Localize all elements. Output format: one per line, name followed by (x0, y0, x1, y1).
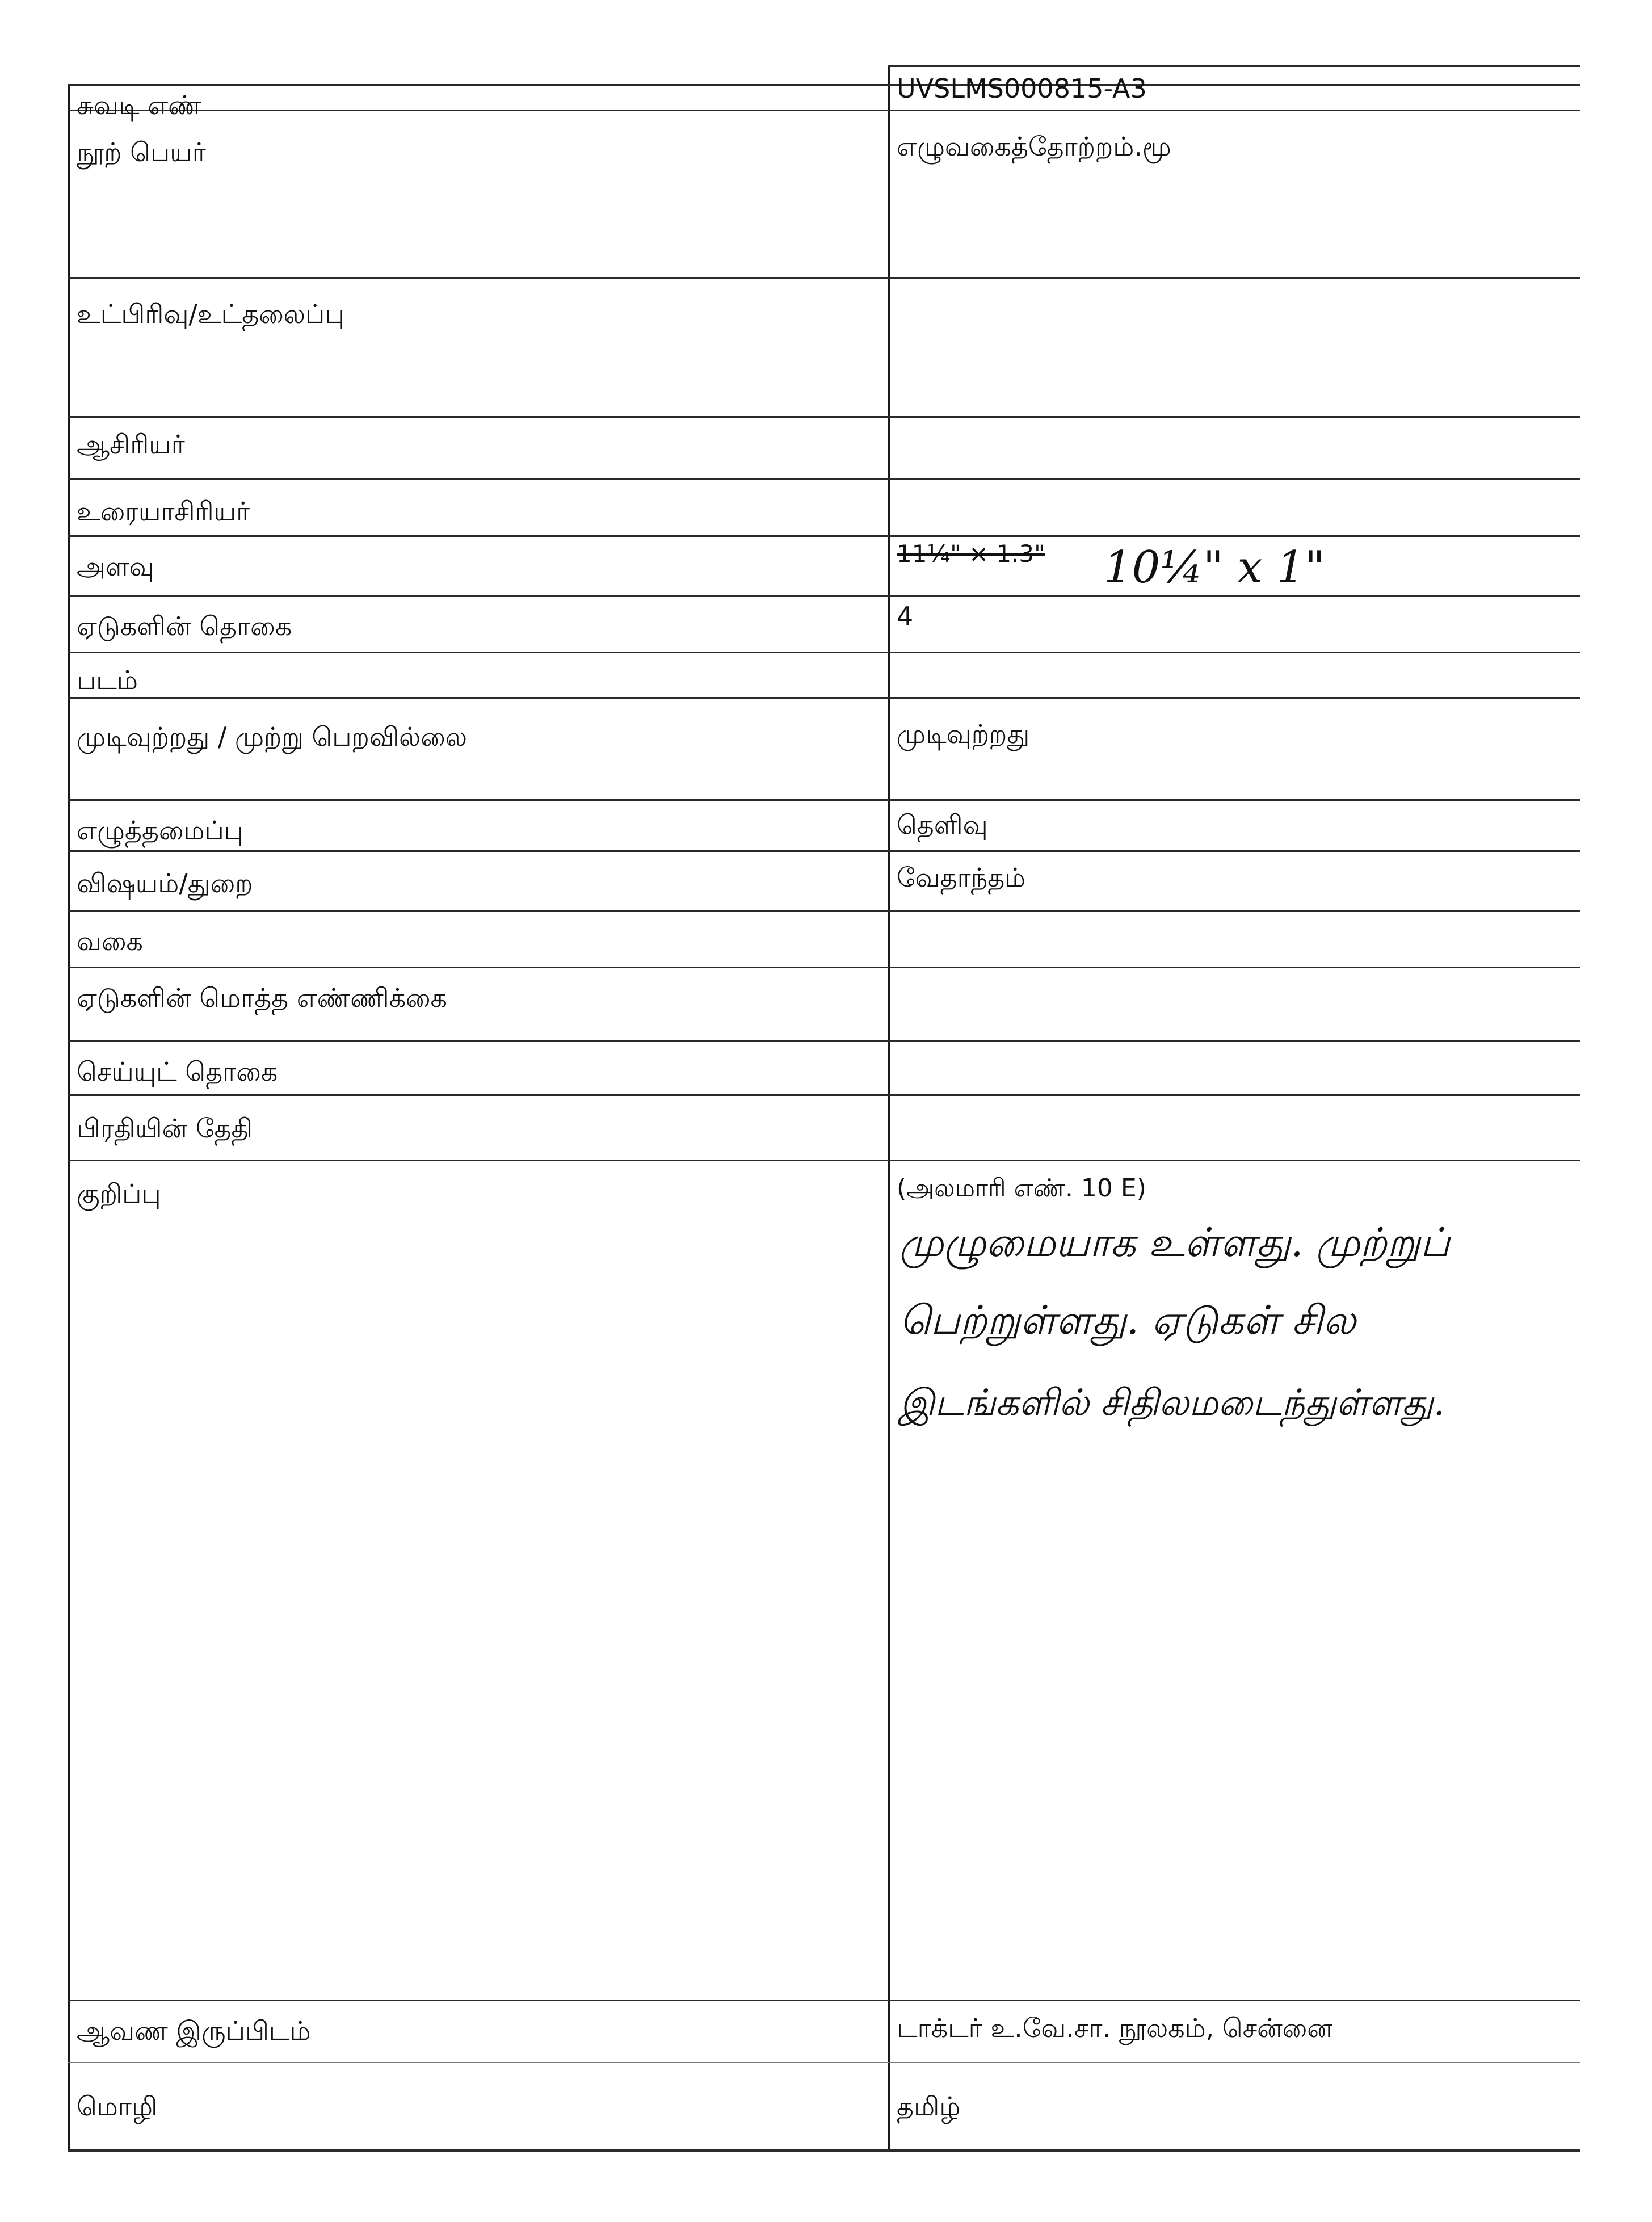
field-label-verse-count: செய்யுட் தொகை (77, 1056, 278, 1087)
field-label-author: ஆசிரியர் (77, 429, 185, 460)
row-divider (68, 697, 1580, 699)
field-value-script-quality: தெளிவு (897, 809, 988, 840)
row-divider (68, 84, 1580, 86)
field-value-completion: முடிவுற்றது (897, 719, 1030, 749)
row-divider (68, 967, 1580, 968)
row-divider (68, 910, 1580, 912)
field-label-language: மொழி (77, 2091, 158, 2122)
field-label-copy-date: பிரதியின் தேதி (77, 1113, 253, 1144)
field-label-type: வகை (77, 926, 143, 956)
field-label-subject: விஷயம்/துறை (77, 868, 253, 898)
field-label-picture: படம் (77, 665, 138, 695)
row-divider (68, 850, 1580, 852)
notes-handwritten-line: பெற்றுள்ளது. ஏடுகள் சில (899, 1297, 1356, 1343)
notes-handwritten-line: முழுமையாக உள்ளது. முற்றுப் (899, 1219, 1450, 1266)
field-label-manuscript-number: சுவடி எண் (77, 90, 201, 120)
row-divider (68, 416, 1580, 418)
field-label-leaf-count: ஏடுகளின் தொகை (77, 611, 292, 641)
row-divider (68, 2000, 1580, 2001)
field-label-notes: குறிப்பு (77, 1178, 161, 1209)
field-value-size-struck: 11¼" × 1.3" (897, 540, 1045, 568)
field-label-commentator: உரையாசிரியர் (77, 496, 250, 527)
field-label-completion: முடிவுற்றது / முற்று பெறவில்லை (77, 721, 468, 752)
bottom-border (68, 2149, 1580, 2152)
row-divider (68, 1160, 1580, 1161)
row-divider (68, 478, 1580, 480)
row-divider (68, 799, 1580, 801)
notes-handwritten-line: இடங்களில் சிதிலமடைந்துள்ளது. (899, 1382, 1445, 1424)
field-value-archive-location: டாக்டர் உ.வே.சா. நூலகம், சென்னை (897, 2013, 1332, 2043)
field-value-notes: (அலமாரி எண். 10 E) (897, 1174, 1146, 1203)
field-value-subject: வேதாந்தம் (897, 862, 1026, 893)
field-label-total-leaves: ஏடுகளின் மொத்த எண்ணிக்கை (77, 982, 447, 1013)
field-value-book-name: எழுவகைத்தோற்றம்.மூ (897, 131, 1171, 162)
field-value-size-handwritten: 10¼" x 1" (1104, 542, 1325, 593)
field-label-subdivision: உட்பிரிவு/உட்தலைப்பு (77, 299, 344, 329)
row-divider (68, 595, 1580, 597)
column-divider (888, 65, 890, 2151)
left-border (68, 85, 70, 2151)
row-divider (68, 110, 1580, 111)
field-value-leaf-count: 4 (897, 601, 914, 632)
field-value-language: தமிழ் (897, 2091, 961, 2122)
row-divider (68, 535, 1580, 537)
row-divider (68, 277, 1580, 279)
row-divider (68, 652, 1580, 653)
row-divider (68, 1040, 1580, 1042)
row-divider (68, 1094, 1580, 1096)
row-divider (68, 2062, 1580, 2063)
field-label-size: அளவு (77, 551, 154, 582)
field-value-manuscript-number: UVSLMS000815-A3 (897, 73, 1147, 104)
field-label-book-name: நூற் பெயர் (77, 137, 206, 167)
top-border (888, 65, 1580, 67)
field-label-script-quality: எழுத்தமைப்பு (77, 815, 243, 846)
field-label-archive-location: ஆவண இருப்பிடம் (77, 2015, 311, 2046)
